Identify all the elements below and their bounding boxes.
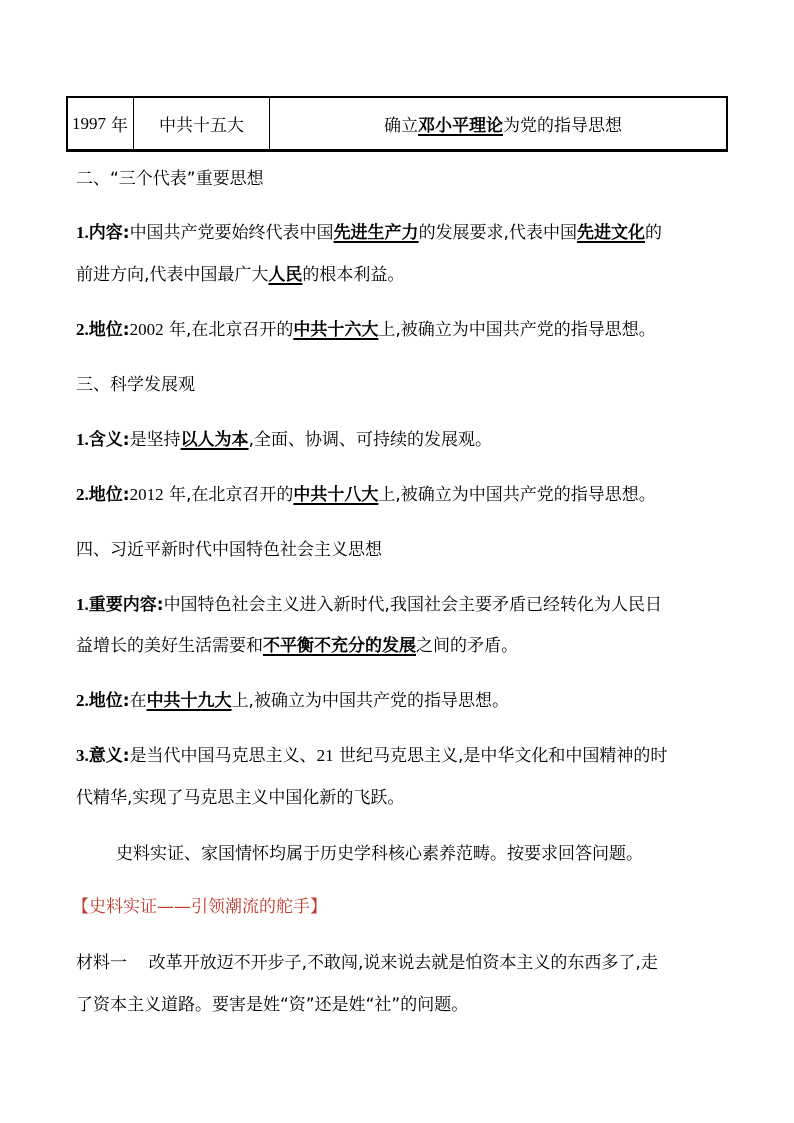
paragraph-key-content-line-2: 益增长的美好生活需要和不平衡不充分的发展之间的矛盾。 (76, 636, 518, 656)
congress-cell: 中共十五大 (134, 98, 270, 149)
event-cell (270, 98, 726, 149)
event-prefix: 确立 (384, 116, 418, 136)
year-value: 1997 (72, 113, 106, 133)
key-term: 中共十九大 (146, 691, 232, 711)
material-one-line-1: 材料一 改革开放迈不开步子,不敢闯,说来说去就是怕资本主义的东西多了,走 (76, 953, 658, 973)
paragraph-content-line-1: 1.内容:中国共产党要始终代表中国先进生产力的发展要求,代表中国先进文化的 (76, 223, 662, 243)
timeline-table-row (66, 96, 728, 152)
intro-paragraph: 史料实证、家国情怀均属于历史学科核心素养范畴。按要求回答问题。 (116, 844, 643, 864)
event-keyword: 邓小平理论 (418, 116, 503, 136)
paragraph-content-line-2: 前进方向,代表中国最广大人民的根本利益。 (76, 265, 405, 285)
material-label: 材料一 (76, 953, 127, 973)
section-heading-scientific-outlook: 三、科学发展观 (76, 375, 195, 395)
key-term: 不平衡不充分的发展 (263, 636, 416, 656)
paragraph-label: 地位: (88, 320, 130, 340)
event-suffix: 为党的指导思想 (503, 116, 622, 136)
paragraph-key-content-line-1: 1.重要内容:中国特色社会主义进入新时代,我国社会主要矛盾已经转化为人民日 (76, 595, 662, 615)
paragraph-label: 地位: (88, 691, 130, 711)
section-heading-xi-thought: 四、习近平新时代中国特色社会主义思想 (76, 540, 382, 560)
key-term: 先进生产力 (333, 223, 419, 243)
key-term: 中共十八大 (293, 485, 379, 505)
paragraph-label: 地位: (88, 485, 130, 505)
paragraph-label: 内容: (88, 223, 130, 243)
paragraph-meaning: 1.含义:是坚持以人为本,全面、协调、可持续的发展观。 (76, 430, 492, 450)
paragraph-status-2002: 2.地位:2002 年,在北京召开的中共十六大上,被确立为中国共产党的指导思想。 (76, 320, 656, 340)
key-term: 人民 (268, 265, 303, 285)
red-subheading: 【史料实证——引领潮流的舵手】 (72, 897, 327, 917)
paragraph-status-19th: 2.地位:在中共十九大上,被确立为中国共产党的指导思想。 (76, 691, 509, 711)
year-cell (68, 98, 134, 149)
paragraph-significance-line-2: 代精华,实现了马克思主义中国化新的飞跃。 (76, 788, 405, 808)
paragraph-label: 重要内容: (88, 595, 164, 615)
key-term: 以人为本 (180, 430, 249, 450)
section-heading-three-represents: 二、“三个代表”重要思想 (76, 169, 264, 189)
material-one-line-2: 了资本主义道路。要害是姓“资”还是姓“社”的问题。 (76, 995, 469, 1015)
paragraph-label: 意义: (88, 746, 130, 766)
paragraph-significance-line-1: 3.意义:是当代中国马克思主义、21 世纪马克思主义,是中华文化和中国精神的时 (76, 746, 668, 766)
paragraph-status-2012: 2.地位:2012 年,在北京召开的中共十八大上,被确立为中国共产党的指导思想。 (76, 485, 656, 505)
year-unit: 年 (111, 116, 128, 136)
key-term: 先进文化 (576, 223, 645, 243)
key-term: 中共十六大 (293, 320, 379, 340)
paragraph-label: 含义: (88, 430, 130, 450)
